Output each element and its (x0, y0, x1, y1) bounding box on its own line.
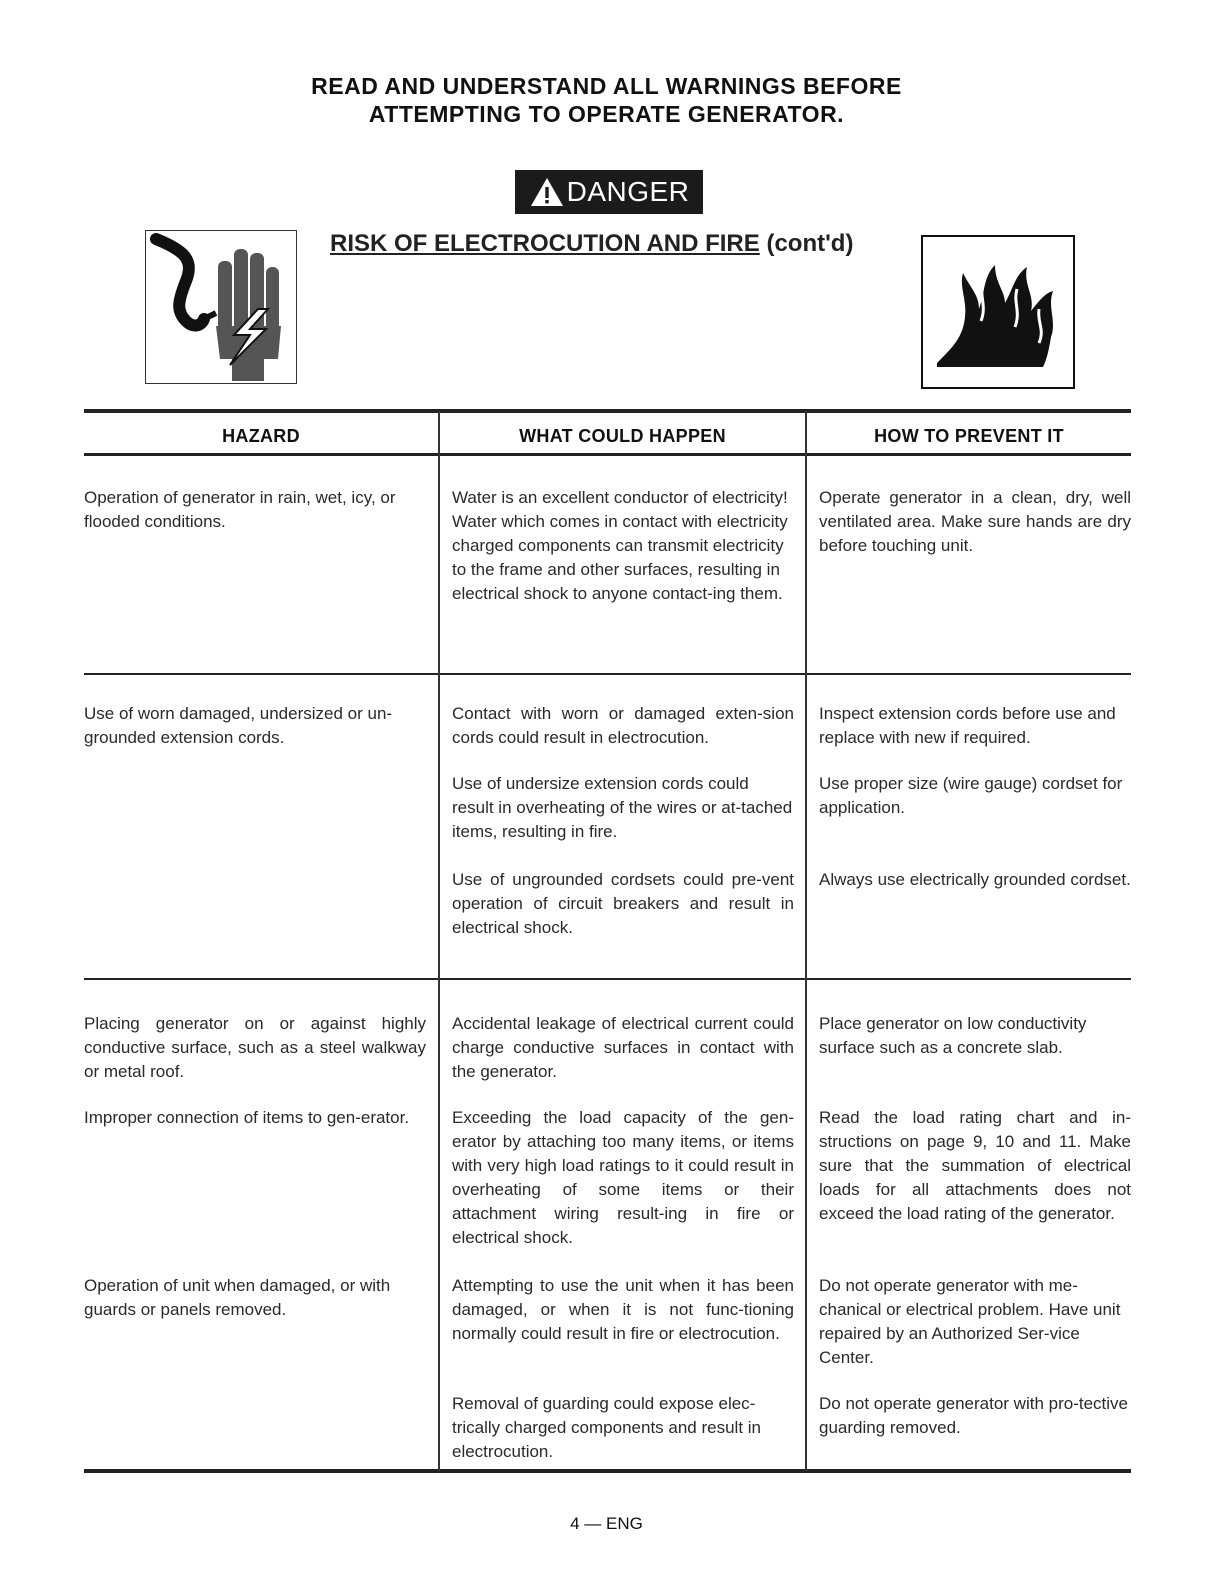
row2-prevent-3: Always use electrically grounded cordset. (819, 870, 1131, 889)
header-bottom-rule (84, 453, 1131, 456)
row2-happen-2: Use of undersize extension cords could result in overheating of the wires or at-tached items, resulting in fire. (452, 774, 793, 841)
row1-what-could-happen: Water is an excellent conductor of electricity! Water which comes in contact with electricity charged components can transmit electricity to the frame and other surfaces, resulting in electrical shock to anyone contact-ing them. (452, 488, 788, 603)
page-heading (0, 72, 1213, 128)
danger-badge (515, 170, 703, 214)
row3-prevent-4: Do not operate generator with pro-tective guarding removed. (819, 1394, 1129, 1437)
column-header-hazard: HAZARD (222, 426, 300, 446)
table-top-rule (84, 409, 1131, 413)
row3-hazard-1: Placing generator on or against highly conductive surface, such as a steel walkway or metal roof. (84, 1014, 426, 1081)
column-header-how-to-prevent: HOW TO PREVENT IT (874, 426, 1064, 446)
heading-line-1: READ AND UNDERSTAND ALL WARNINGS BEFORE (311, 73, 902, 99)
heading-line-2: ATTEMPTING TO OPERATE GENERATOR. (368, 101, 845, 127)
row-divider-1 (84, 673, 1131, 675)
column-header-what-could-happen: WHAT COULD HAPPEN (519, 426, 726, 446)
danger-label: DANGER (566, 176, 690, 207)
row3-hazard-3: Operation of unit when damaged, or with guards or panels removed. (84, 1276, 391, 1319)
row1-hazard: Operation of generator in rain, wet, icy, or flooded conditions. (84, 488, 396, 531)
row3-happen-2: Exceeding the load capacity of the gen-erator by attaching too many items, or items with very high load ratings to it could result in overheating of some items or their attachment wiring result-ing in fire or electrical shock. (452, 1108, 794, 1247)
fire-icon (921, 235, 1075, 389)
row3-happen-1: Accidental leakage of electrical current could charge conductive surfaces in contact with the generator. (452, 1014, 794, 1081)
warning-triangle-icon (529, 176, 565, 208)
row2-hazard: Use of worn damaged, undersized or un-grounded extension cords. (84, 704, 393, 747)
row2-prevent-1: Inspect extension cords before use and replace with new if required. (819, 704, 1116, 747)
row2-happen-3: Use of ungrounded cordsets could pre-vent operation of circuit breakers and result in electrical shock. (452, 870, 794, 937)
risk-title-main: RISK OF ELECTROCUTION AND FIRE (330, 230, 760, 257)
row2-happen-1: Contact with worn or damaged exten-sion cords could result in electrocution. (452, 704, 794, 747)
column-divider-2 (805, 411, 807, 1471)
row3-prevent-2: Read the load rating chart and in-structions on page 9, 10 and 11. Make sure that the summation of electrical loads for all attachments does not exceed the load rating of the generator. (819, 1108, 1131, 1223)
row1-how-to-prevent: Operate generator in a clean, dry, well ventilated area. Make sure hands are dry before touching unit. (819, 488, 1131, 555)
row-divider-2 (84, 978, 1131, 980)
row3-happen-4: Removal of guarding could expose elec-trically charged components and result in electrocution. (452, 1394, 761, 1461)
row3-prevent-3: Do not operate generator with me-chanical or electrical problem. Have unit repaired by an Authorized Ser-vice Center. (819, 1276, 1121, 1367)
electric-shock-icon (145, 230, 297, 384)
row2-prevent-2: Use proper size (wire gauge) cordset for application. (819, 774, 1123, 817)
row3-prevent-1: Place generator on low conductivity surface such as a concrete slab. (819, 1014, 1087, 1057)
risk-title (330, 230, 853, 258)
page-number: 4 — ENG (570, 1514, 643, 1533)
table-bottom-rule (84, 1469, 1131, 1473)
row3-hazard-2: Improper connection of items to gen-erator. (84, 1108, 410, 1127)
row3-happen-3: Attempting to use the unit when it has been damaged, or when it is not func-tioning normally could result in fire or electrocution. (452, 1276, 794, 1343)
risk-title-suffix: (cont'd) (759, 230, 854, 257)
column-divider-1 (438, 411, 440, 1471)
